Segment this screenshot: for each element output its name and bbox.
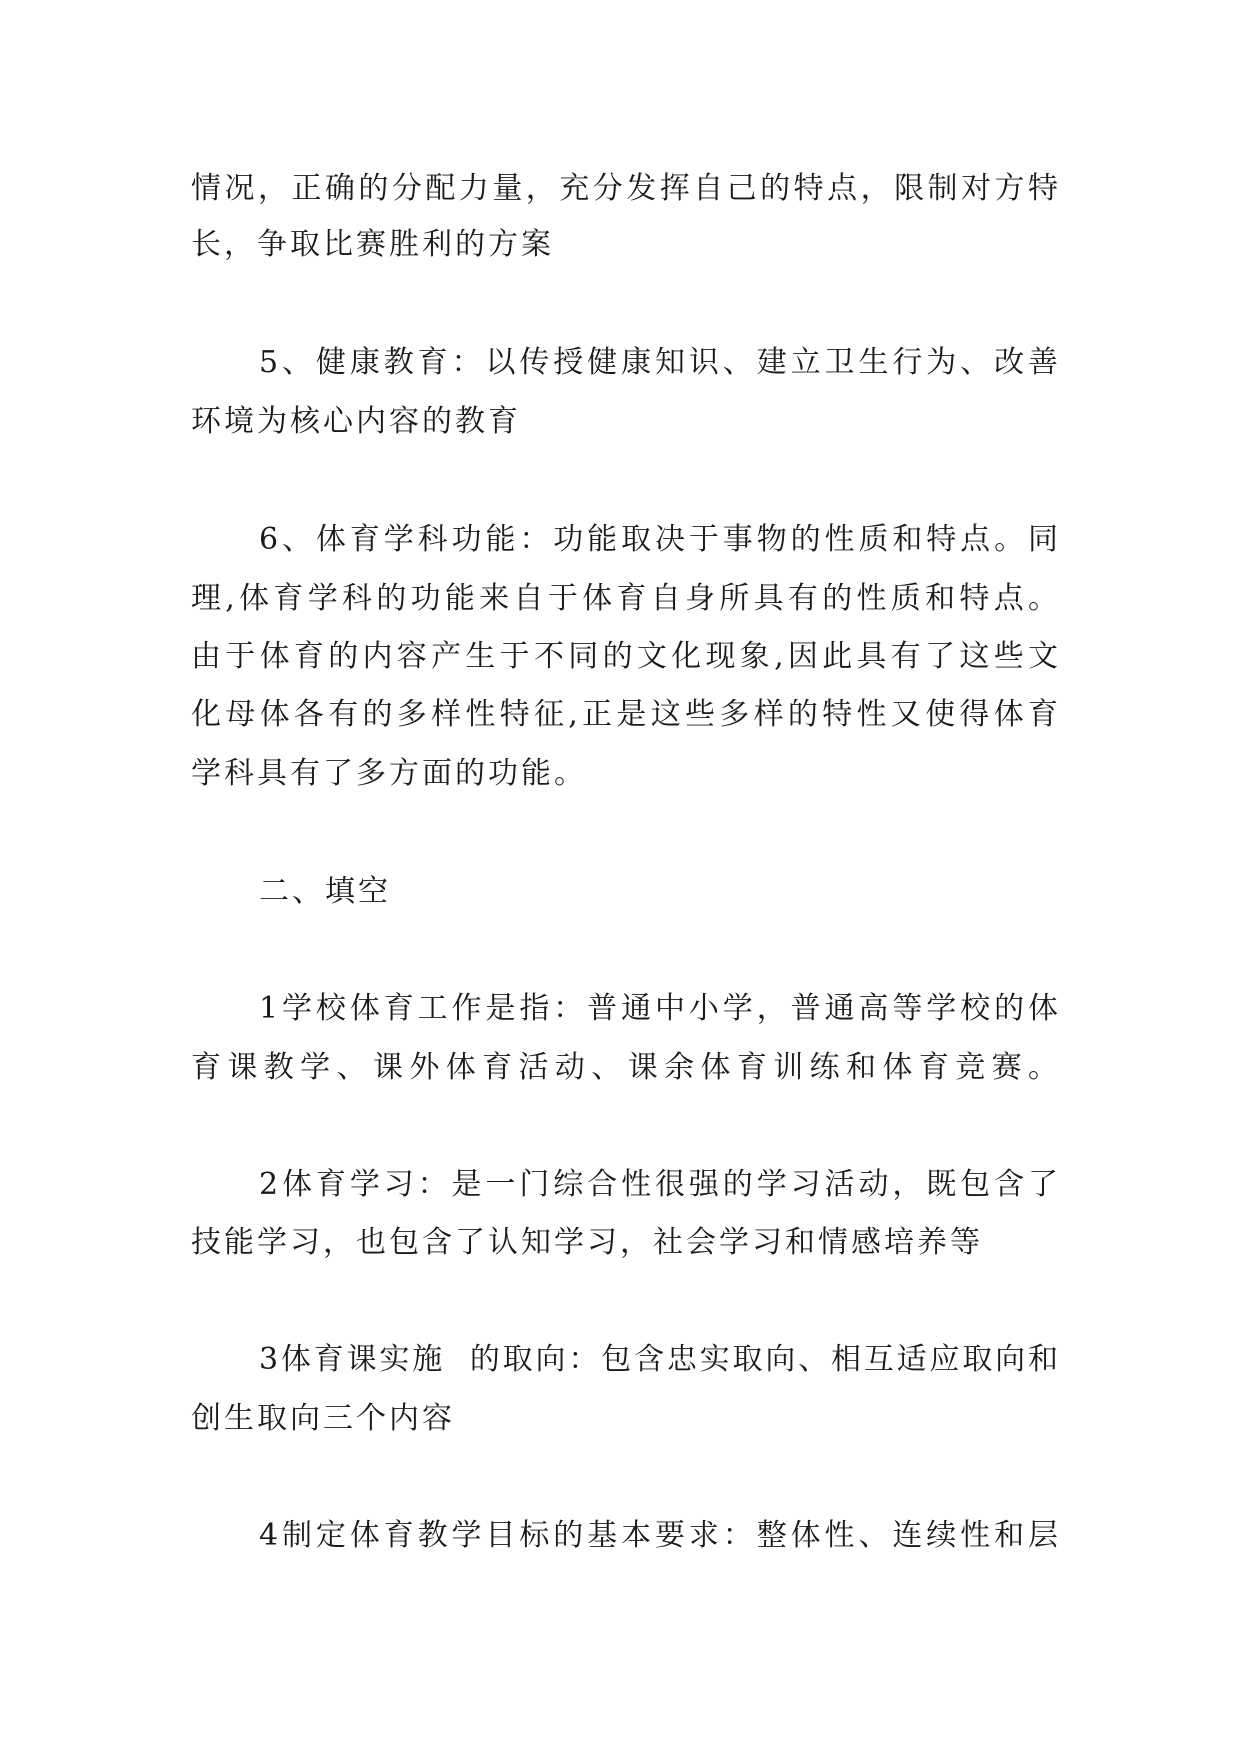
text-line: 育课教学、课外体育活动、课余体育训练和体育竞赛。 — [191, 1050, 1058, 1085]
text-line: 创生取向三个内容 — [191, 1401, 455, 1436]
text-line: 3体育课实施 的取向：包含忠实取向、相互适应取向和 — [259, 1342, 1058, 1377]
text-line: 情况，正确的分配力量，充分发挥自己的特点，限制对方特 — [191, 171, 1058, 206]
text-line: 理,体育学科的功能来自于体育自身所具有的性质和特点。 — [191, 581, 1058, 616]
text-line: 学科具有了多方面的功能。 — [191, 756, 587, 791]
text-line: 4制定体育教学目标的基本要求：整体性、连续性和层 — [259, 1518, 1058, 1553]
text-line: 1学校体育工作是指：普通中小学，普通高等学校的体 — [259, 991, 1058, 1026]
text-line: 长，争取比赛胜利的方案 — [191, 227, 554, 262]
text-line: 技能学习，也包含了认知学习，社会学习和情感培养等 — [191, 1225, 983, 1260]
section-heading: 二、填空 — [259, 874, 391, 909]
text-line: 6、体育学科功能：功能取决于事物的性质和特点。同 — [259, 522, 1058, 557]
text-line: 2体育学习：是一门综合性很强的学习活动，既包含了 — [259, 1167, 1058, 1202]
text-line: 由于体育的内容产生于不同的文化现象,因此具有了这些文 — [191, 639, 1058, 674]
text-line: 化母体各有的多样性特征,正是这些多样的特性又使得体育 — [191, 697, 1058, 732]
text-line: 环境为核心内容的教育 — [191, 404, 521, 439]
text-line: 5、健康教育：以传授健康知识、建立卫生行为、改善 — [259, 345, 1058, 380]
